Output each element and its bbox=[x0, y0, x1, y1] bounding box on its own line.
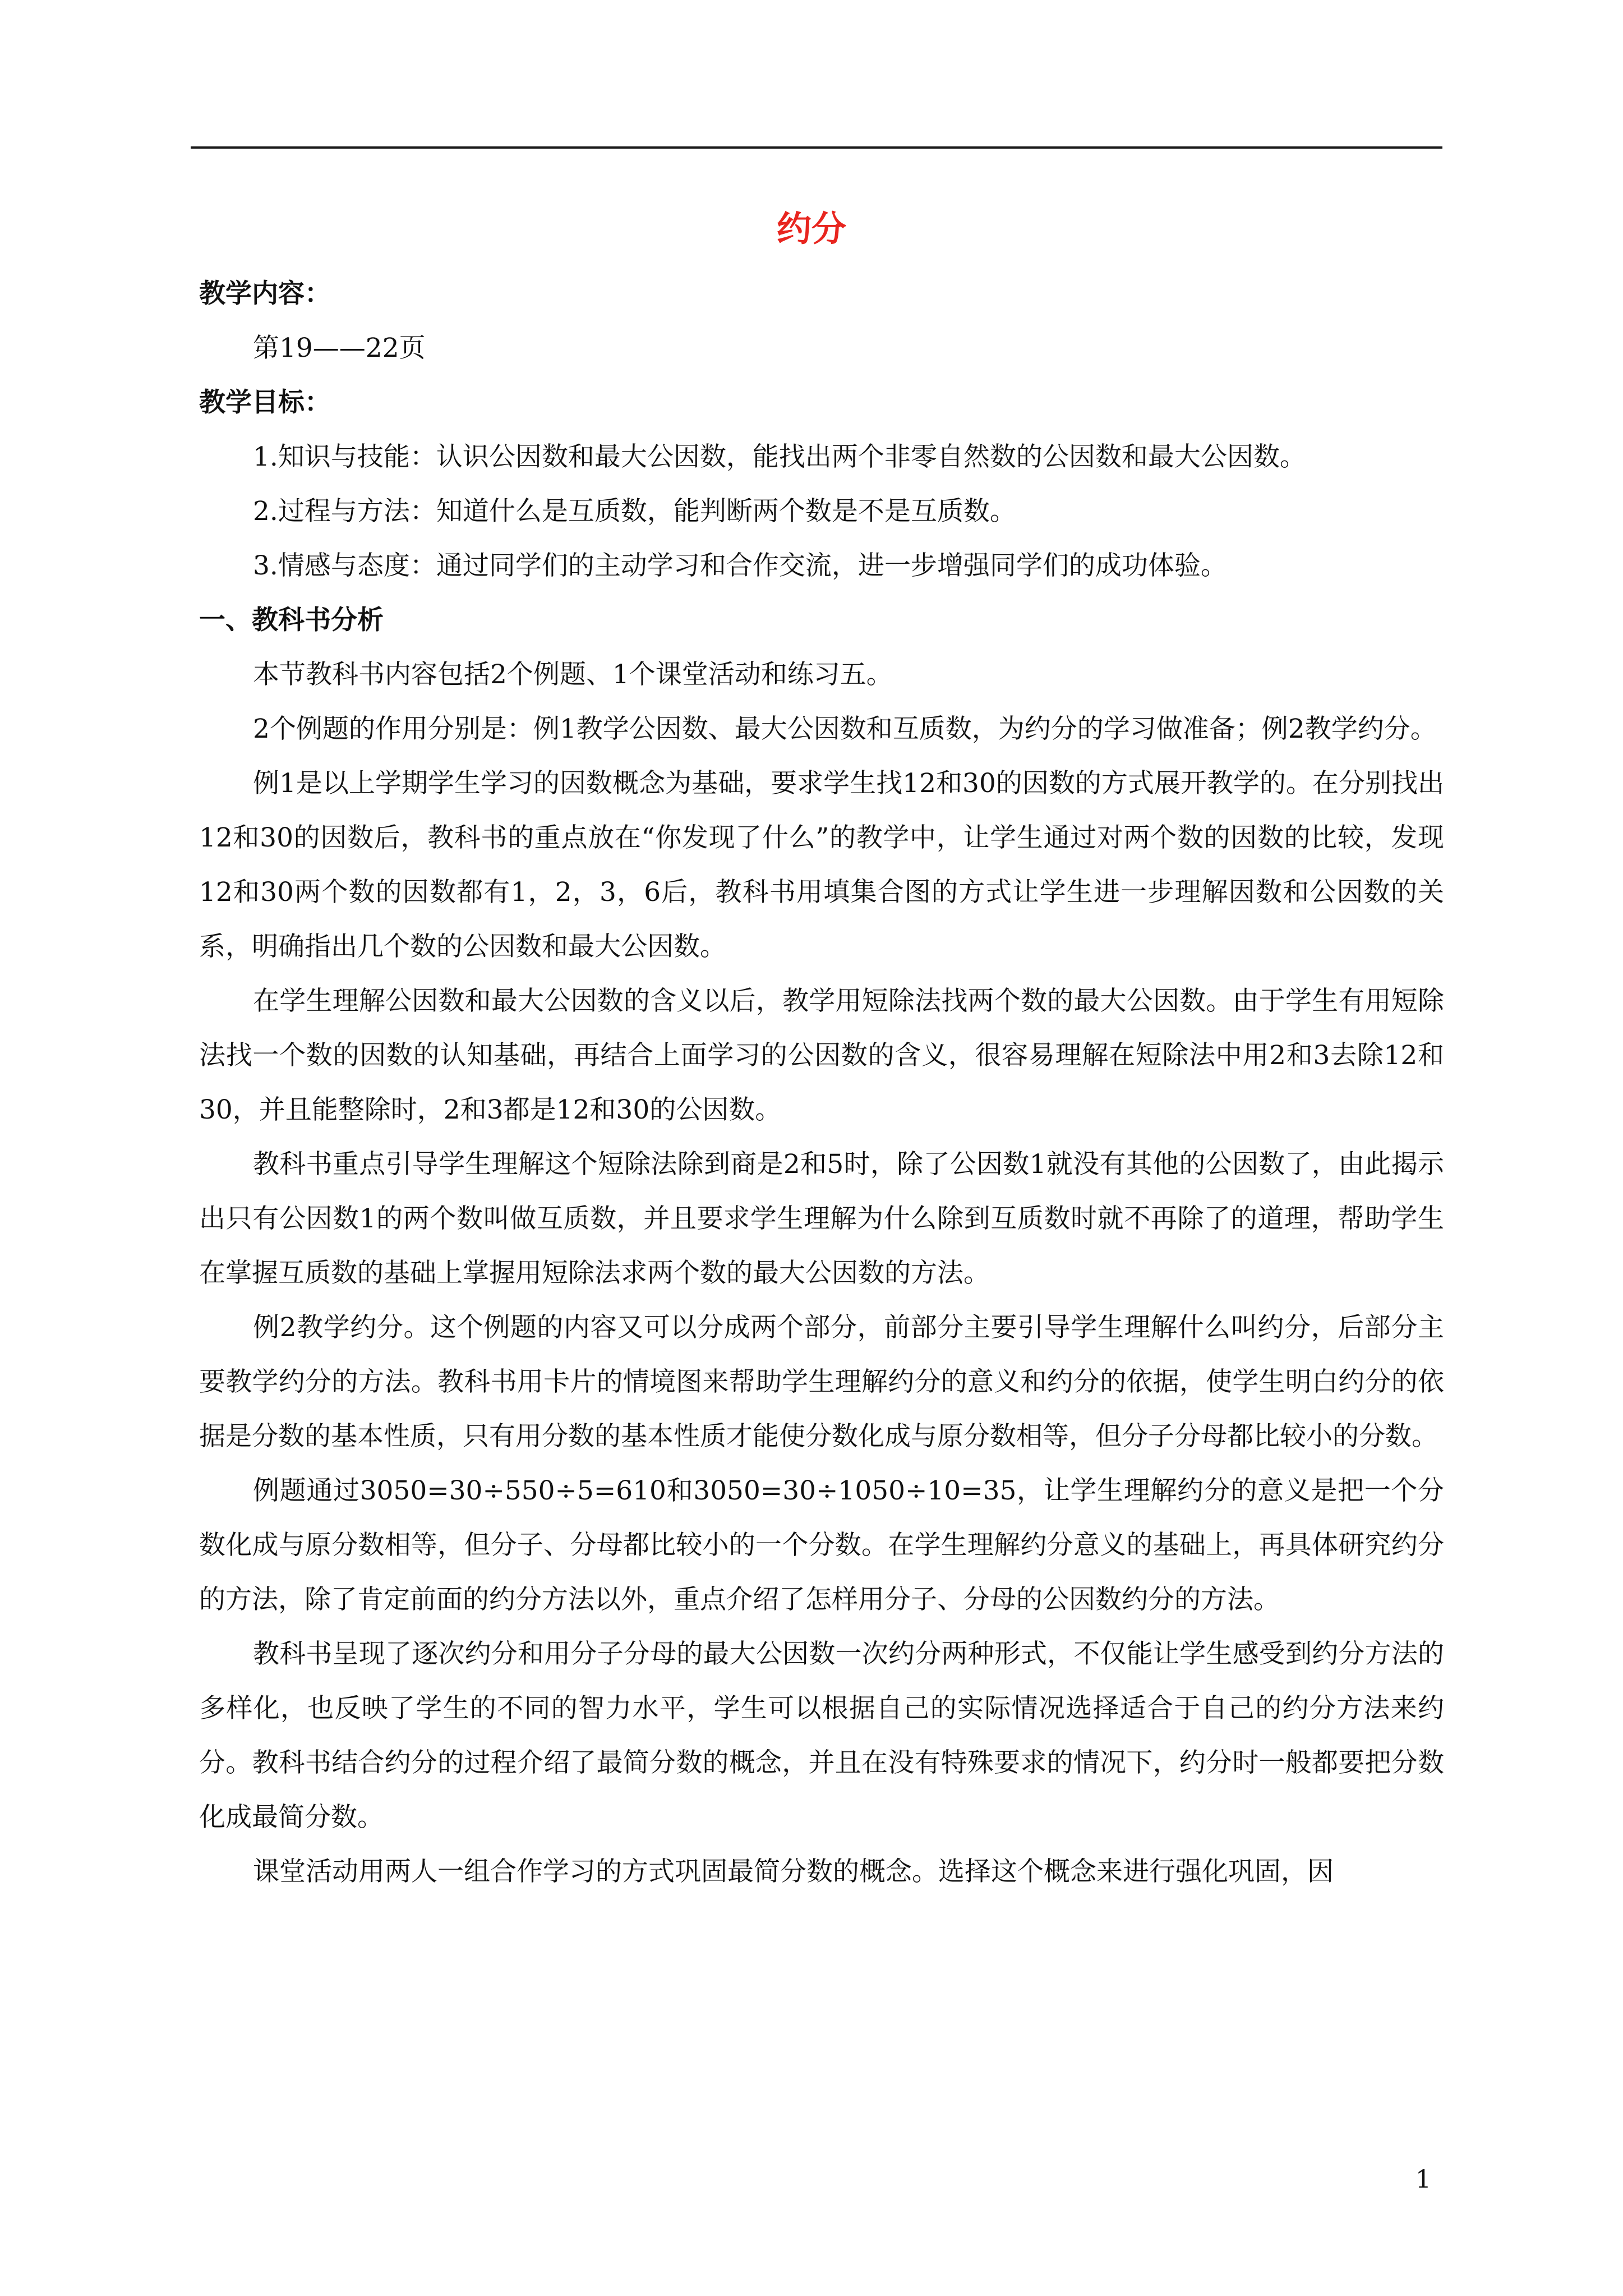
document-body bbox=[199, 266, 1444, 1899]
goal-item: 1.知识与技能：认识公因数和最大公因数，能找出两个非零自然数的公因数和最大公因数。 bbox=[253, 441, 1306, 472]
paragraph: 例2教学约分。这个例题的内容又可以分成两个部分，前部分主要引导学生理解什么叫约分，后部分主要教学约分的方法。教科书用卡片的情境图来帮助学生理解约分的意义和约分的依据，使学生明白约分的依据是分数的基本性质，只有用分数的基本性质才能使分数化成与原分数相等，但分子分母都比较小的分数。 bbox=[199, 1312, 1444, 1452]
paragraph: 课堂活动用两人一组合作学习的方式巩固最简分数的概念。选择这个概念来进行强化巩固，因 bbox=[253, 1856, 1334, 1887]
paragraph: 本节教科书内容包括2个例题、1个课堂活动和练习五。 bbox=[253, 659, 893, 690]
section-heading-content: 教学内容： bbox=[199, 278, 331, 309]
paragraph: 教科书重点引导学生理解这个短除法除到商是2和5时，除了公因数1就没有其他的公因数了，由此揭示出只有公因数1的两个数叫做互质数，并且要求学生理解为什么除到互质数时就不再除了的道理，帮助学生在掌握互质数的基础上掌握用短除法求两个数的最大公因数的方法。 bbox=[199, 1149, 1444, 1289]
pages-line: 第19——22页 bbox=[253, 333, 426, 364]
page-title: 约分 bbox=[776, 208, 846, 249]
paragraph: 例题通过3050=30÷550÷5=610和3050=30÷1050÷10=35，让学生理解约分的意义是把一个分数化成与原分数相等，但分子、分母都比较小的一个分数。在学生理解约分意义的基础上，再具体研究约分的方法，除了肯定前面的约分方法以外，重点介绍了怎样用分子、分母的公因数约分的方法。 bbox=[199, 1475, 1444, 1615]
header-rule bbox=[191, 146, 1442, 149]
goal-item: 2.过程与方法：知道什么是互质数，能判断两个数是不是互质数。 bbox=[253, 496, 1016, 527]
paragraph: 例1是以上学期学生学习的因数概念为基础，要求学生找12和30的因数的方式展开教学的。在分别找出12和30的因数后，教科书的重点放在“你发现了什么”的教学中，让学生通过对两个数的因数的比较，发现12和30两个数的因数都有1，2，3，6后，教科书用填集合图的方式让学生进一步理解因数和公因数的关系，明确指出几个数的公因数和最大公因数。 bbox=[199, 768, 1444, 962]
section-heading-goals: 教学目标： bbox=[199, 387, 331, 418]
section-heading-analysis: 一、教科书分析 bbox=[199, 605, 384, 636]
paragraph: 教科书呈现了逐次约分和用分子分母的最大公因数一次约分两种形式，不仅能让学生感受到约分方法的多样化，也反映了学生的不同的智力水平，学生可以根据自己的实际情况选择适合于自己的约分方法来约分。教科书结合约分的过程介绍了最简分数的概念，并且在没有特殊要求的情况下，约分时一般都要把分数化成最简分数。 bbox=[199, 1639, 1444, 1833]
page-number: 1 bbox=[1415, 2165, 1431, 2194]
goal-item: 3.情感与态度：通过同学们的主动学习和合作交流，进一步增强同学们的成功体验。 bbox=[253, 550, 1227, 581]
paragraph: 2个例题的作用分别是：例1教学公因数、最大公因数和互质数，为约分的学习做准备；例2教学约分。 bbox=[253, 714, 1437, 744]
paragraph: 在学生理解公因数和最大公因数的含义以后，教学用短除法找两个数的最大公因数。由于学生有用短除法找一个数的因数的认知基础，再结合上面学习的公因数的含义，很容易理解在短除法中用2和3去除12和30，并且能整除时，2和3都是12和30的公因数。 bbox=[199, 986, 1444, 1125]
